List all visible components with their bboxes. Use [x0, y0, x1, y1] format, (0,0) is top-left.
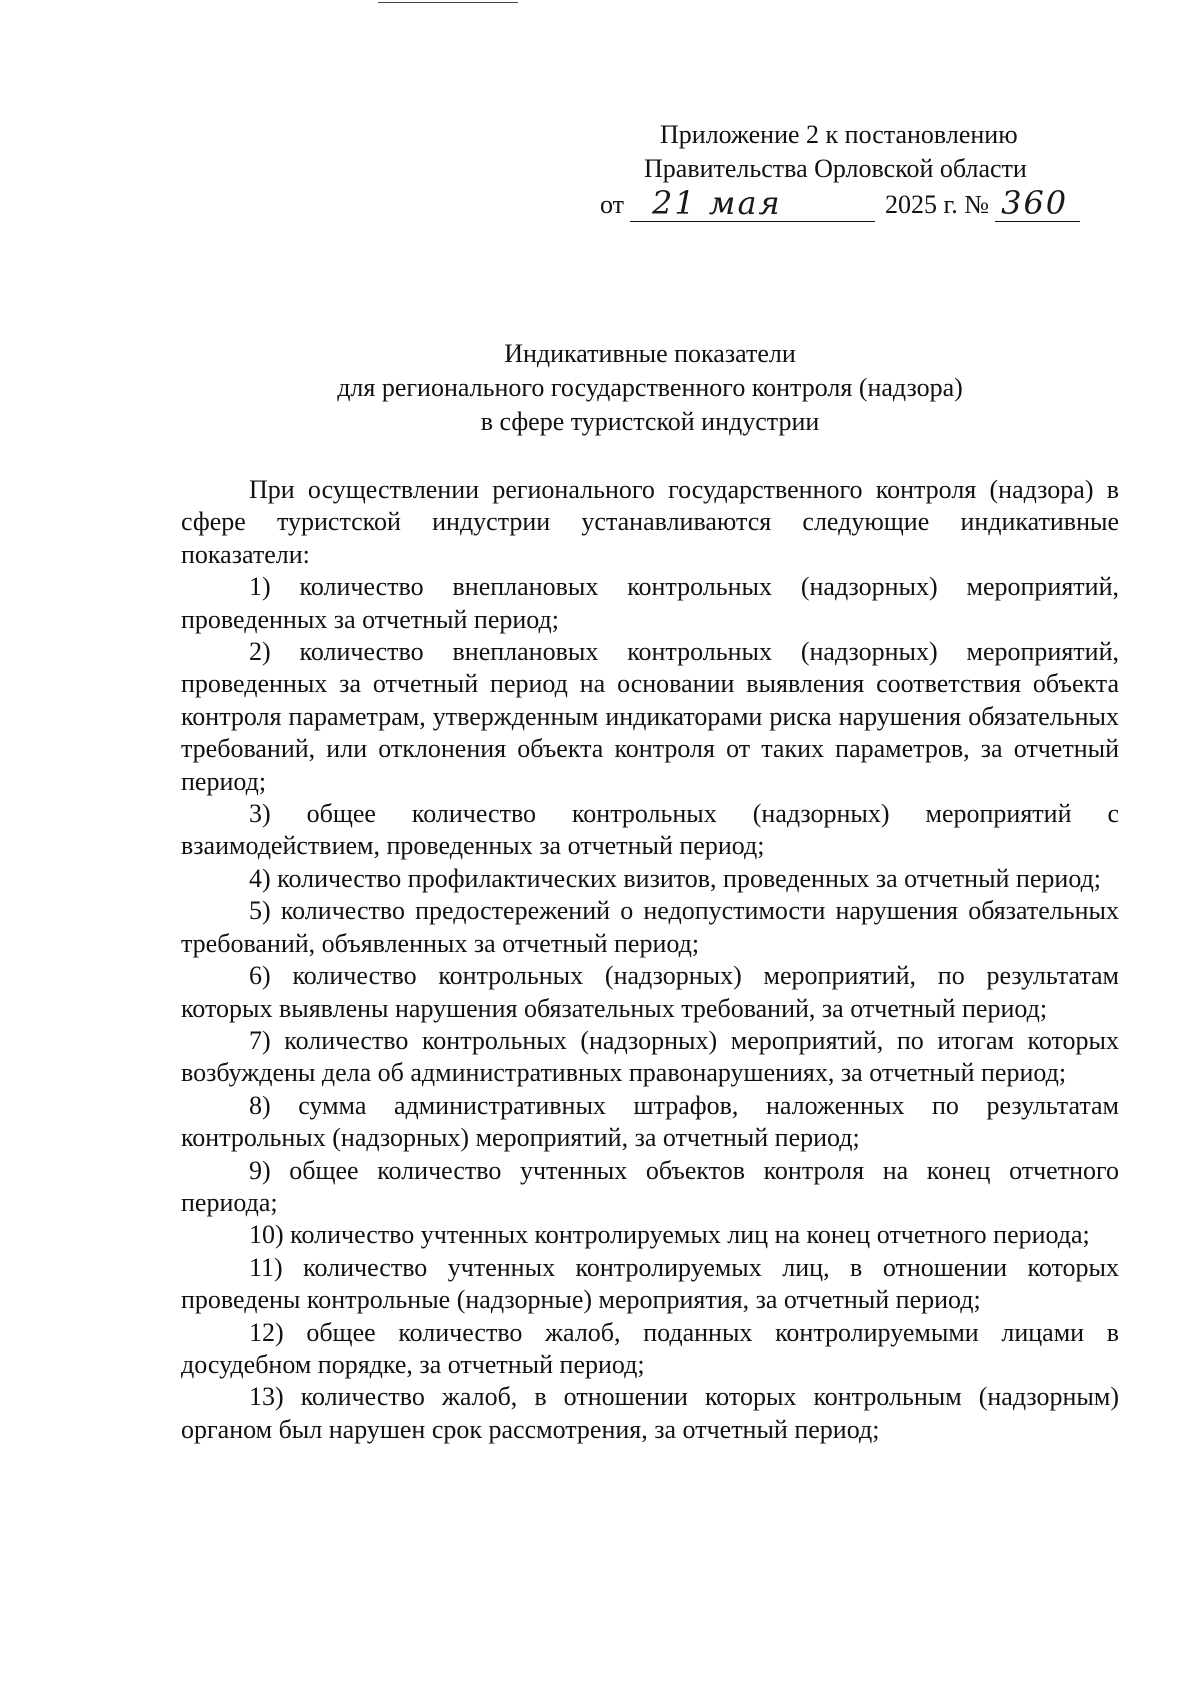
top-rule — [378, 2, 518, 3]
date-blank — [630, 184, 875, 222]
list-item: 9) общее количество учтенных объектов контроля на конец отчетного периода; — [181, 1155, 1119, 1217]
number-blank — [995, 184, 1080, 222]
handwritten-date: 21 мая — [652, 184, 782, 222]
list-item: 11) количество учтенных контролируемых лиц, в отношении которых проведены контрольные (надзорные) мероприятия, за отчетный период; — [181, 1252, 1119, 1315]
document-body — [181, 474, 1119, 1446]
year-number-label: 2025 г. № — [885, 190, 990, 219]
handwritten-number: 360 — [1001, 184, 1069, 222]
title-line-1: Индикативные показатели — [504, 339, 796, 368]
list-item: 5) количество предостережений о недопустимости нарушения обязательных требований, объявленных за отчетный период; — [181, 896, 1119, 958]
list-item: 12) общее количество жалоб, поданных контролируемыми лицами в досудебном порядке, за отчетный период; — [181, 1317, 1119, 1379]
intro-paragraph: При осуществлении регионального государственного контроля (надзора) в сфере туристской индустрии устанавливаются следующие индикативные показатели: — [181, 475, 1119, 569]
list-item: 10) количество учтенных контролируемых лиц на конец отчетного периода; — [249, 1220, 1090, 1250]
list-item: 7) количество контрольных (надзорных) мероприятий, по итогам которых возбуждены дела об административных правонарушениях, за отчетный период; — [181, 1025, 1119, 1088]
appendix-date-line — [600, 186, 1120, 222]
title-line-2: для регионального государственного контроля (надзора) — [337, 373, 963, 402]
list-item: 2) количество внеплановых контрольных (надзорных) мероприятий, проведенных за отчетный период на основании выявления соответствия объекта контроля параметрам, утвержденным индикаторами риска нарушения обязательных требований, или отклонения объекта контроля от таких параметров, за отчетный период; — [181, 637, 1119, 796]
list-item: 3) общее количество контрольных (надзорных) мероприятий с взаимодействием, проведенных за отчетный период; — [181, 799, 1119, 861]
list-item: 13) количество жалоб, в отношении которых контрольным (надзорным) органом был нарушен срок рассмотрения, за отчетный период; — [181, 1382, 1119, 1444]
appendix-header — [600, 118, 1120, 222]
list-item: 4) количество профилактических визитов, проведенных за отчетный период; — [249, 863, 1102, 893]
appendix-line-2: Правительства Орловской области — [644, 154, 1027, 183]
list-item: 8) сумма административных штрафов, наложенных по результатам контрольных (надзорных) мероприятий, за отчетный период; — [181, 1090, 1119, 1153]
list-item: 1) количество внеплановых контрольных (надзорных) мероприятий, проведенных за отчетный период; — [181, 572, 1119, 634]
appendix-line-1: Приложение 2 к постановлению — [660, 120, 1018, 149]
from-label: от — [600, 190, 625, 219]
list-item: 6) количество контрольных (надзорных) мероприятий, по результатам которых выявлены нарушения обязательных требований, за отчетный период; — [181, 961, 1119, 1023]
title-line-3: в сфере туристской индустрии — [480, 407, 820, 436]
document-title — [180, 337, 1120, 439]
